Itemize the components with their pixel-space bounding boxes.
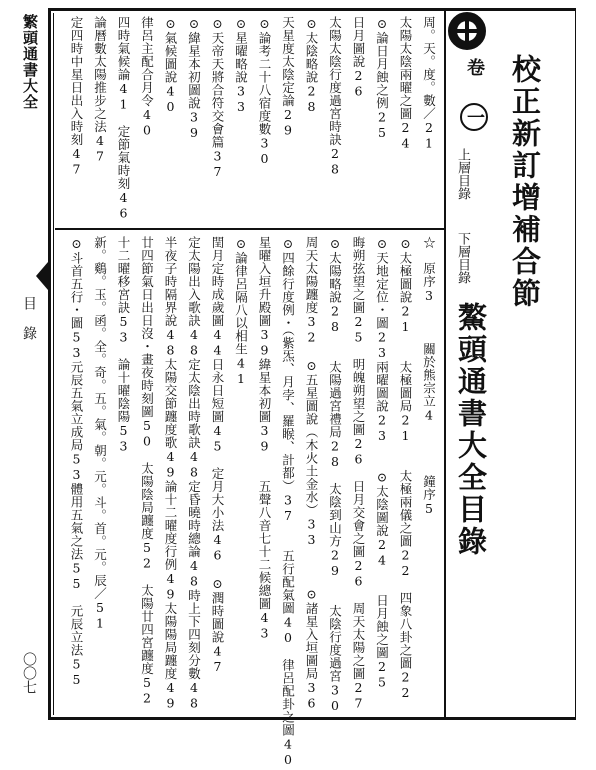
upper-contents-entry: 論曆數太陽推步之法47 — [92, 16, 108, 164]
upper-contents-entry: 天星度太陰定論29 — [280, 16, 296, 138]
main-title: 校正新訂增補合節 — [508, 54, 542, 310]
lower-contents-entry: 閏月定時成歲圖44日永日短圖45 定月大小法46 ⊙潤時圖說47 — [210, 236, 225, 675]
volume-number: 一 — [460, 103, 488, 131]
upper-lower-divider — [55, 228, 445, 230]
lower-section-label: 下層目錄 — [455, 232, 470, 284]
upper-contents-entry: 律呂主配合月令40 — [139, 16, 155, 138]
upper-contents-entry: 定四時中星日出入時刻47 — [69, 16, 84, 177]
upper-contents-entry: 周。天。度。數／21 — [421, 16, 437, 151]
lower-contents-entry: ⊙斗首五行・圖53元辰五氣立成局53體用五氣之法55 元辰立法55 — [69, 236, 84, 688]
upper-contents-entry: 日月圖說26 — [351, 16, 366, 99]
upper-contents-entry: ⊙太陰略說28 — [304, 16, 319, 115]
spine-title: 繁頭通書大全 — [21, 14, 39, 110]
book-spine — [0, 0, 42, 770]
upper-contents-entry: ⊙論日月蝕之例25 — [374, 16, 390, 141]
lower-contents-entry: ⊙太陽略說28 太陽過宮禮局28 太陰到山方29 太陰行度過宮30 — [327, 236, 343, 714]
title-divider — [444, 10, 446, 718]
spine-section: 目 錄 — [21, 296, 37, 340]
upper-contents-entry: 太陽太陰行度過宮時訣28 — [327, 16, 343, 177]
lower-contents-entry: 周天太陽躔度32 ⊙五星圖說（木火土金水）33 ⊙諸星入垣圖局36 — [304, 236, 319, 711]
seal-emblem-icon — [448, 12, 486, 50]
lower-contents-entry: 十二曜移宮訣53 論十曜陰陽53 — [116, 236, 131, 454]
volume-label — [460, 58, 488, 131]
lower-contents-entry: ⊙四餘行度例・（紫炁、月孛、羅睺、計都）37 五行配氣圖40 律呂配卦之圖40 — [280, 236, 296, 768]
upper-contents-entry: 四時氣候論41 定節氣時刻46 — [116, 16, 131, 221]
sub-title: 鰲頭通書大全目錄 — [454, 302, 488, 558]
upper-contents-entry: ⊙天帝天將合符交會篇37 — [210, 16, 225, 180]
lower-contents-entry: 星曜入垣升殿圖39緯星本初圖39 五聲八音七十二候總圖43 — [257, 236, 272, 641]
lower-contents-entry: 定太陽出入歌訣48定太陰出時歌訣48定昏曉時總論48時上下四刻分數48 — [186, 236, 202, 711]
lower-contents-entry: ⊙天地定位・圖23兩曜圖說23 ⊙太陰圖說24 日月蝕之圖25 — [374, 236, 390, 690]
lower-contents-entry: 廿四節氣日出日沒・畫夜時刻圖50 太陽陰局躔度52 太陽廿四宮躔度52 — [139, 236, 155, 706]
spine-page-number: 〇〇七 — [21, 652, 37, 694]
upper-contents-entry: 太陽太陰兩曜之圖24 — [398, 16, 413, 151]
inner-frame-line — [53, 13, 54, 715]
upper-contents-entry: ⊙論考二十八宿度數30 — [257, 16, 272, 167]
lower-contents-entry: 半夜子時隔界說48太陽交節躔度歌49論十二曜度行例49太陽陽局躔度49 — [163, 236, 178, 711]
lower-contents-entry: 新。鷄。玉。函。全。奇。五。氣。朝。元。斗。首。元。辰／51 — [92, 236, 108, 631]
lower-contents-entry: ☆ 原序3 關於熊宗立4 鐘序5 — [421, 236, 437, 517]
lower-contents-entry: 晦朔弦望之圖25 明魄朔望之圖26 日月交會之圖26 周天太陽之圖27 — [351, 236, 366, 711]
upper-contents-entry: ⊙氣候圖說40 — [163, 16, 178, 115]
upper-section-label: 上層目錄 — [455, 148, 470, 200]
lower-contents-entry: ⊙論律呂隔八以相生41 — [233, 236, 249, 387]
upper-contents-entry: ⊙緯星本初圖說39 — [186, 16, 202, 141]
upper-contents-entry: ⊙星曜略說33 — [233, 16, 249, 115]
volume-char: 卷 — [464, 58, 485, 76]
lower-contents-entry: ⊙太極圖說21 太極圖局21 太極兩儀之圖22 四象八卦之圖22 — [398, 236, 413, 701]
